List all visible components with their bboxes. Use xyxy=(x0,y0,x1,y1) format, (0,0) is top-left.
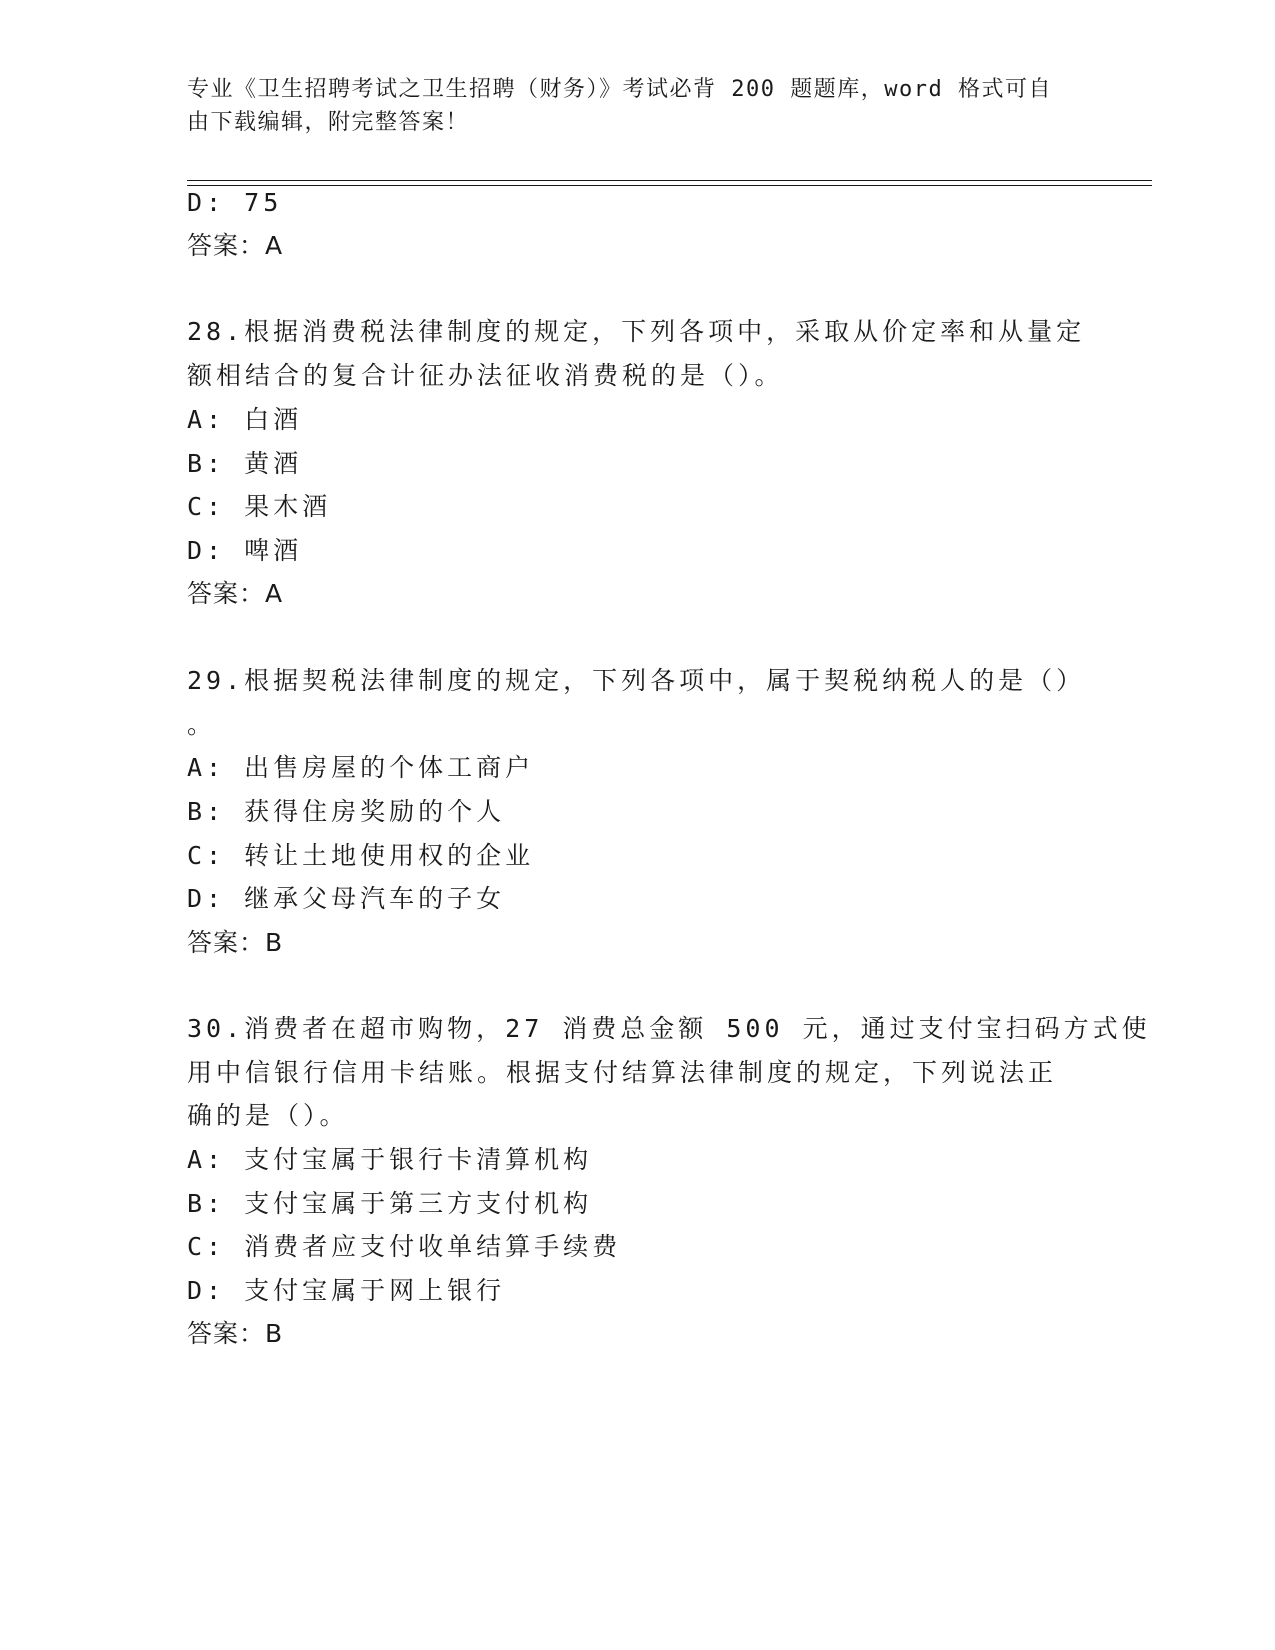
q30-answer: 答案：B xyxy=(187,1319,284,1348)
q29-answer: 答案：B xyxy=(187,928,284,957)
header-line-2: 由下载编辑，附完整答案！ xyxy=(187,110,470,135)
header-divider-top xyxy=(187,180,1152,181)
q29-option-a: A: 出售房屋的个体工商户 xyxy=(187,753,535,782)
document-header xyxy=(187,73,1067,139)
q30-stem-line-1: 30.消费者在超市购物，27 消费总金额 500 元，通过支付宝扫码方式使 xyxy=(187,1014,1151,1043)
header-divider-bottom xyxy=(187,185,1152,186)
q29-option-d: D: 继承父母汽车的子女 xyxy=(187,884,506,913)
q29-option-b: B: 获得住房奖励的个人 xyxy=(187,797,506,826)
q29-option-c: C: 转让土地使用权的企业 xyxy=(187,841,535,870)
q30-option-b: B: 支付宝属于第三方支付机构 xyxy=(187,1189,593,1218)
prev-answer: 答案：A xyxy=(187,231,284,260)
q30-stem-line-3: 确的是（）。 xyxy=(187,1101,349,1130)
q29-stem-line-1: 29.根据契税法律制度的规定，下列各项中，属于契税纳税人的是（） xyxy=(187,666,1086,695)
q30-stem-line-2: 用中信银行信用卡结账。根据支付结算法律制度的规定，下列说法正 xyxy=(187,1058,1058,1087)
q28-option-d: D: 啤酒 xyxy=(187,536,303,565)
q30-option-d: D: 支付宝属于网上银行 xyxy=(187,1276,506,1305)
q28-option-b: B: 黄酒 xyxy=(187,449,303,478)
header-line-1: 专业《卫生招聘考试之卫生招聘（财务）》考试必背 200 题题库，word 格式可自 xyxy=(187,77,1052,102)
prev-option-d: D: 75 xyxy=(187,188,283,217)
q28-option-a: A: 白酒 xyxy=(187,405,303,434)
q28-stem-line-2: 额相结合的复合计征办法征收消费税的是（）。 xyxy=(187,361,784,390)
q29-stem-line-2: 。 xyxy=(187,710,217,739)
q28-option-c: C: 果木酒 xyxy=(187,492,332,521)
q30-option-c: C: 消费者应支付收单结算手续费 xyxy=(187,1232,622,1261)
q28-stem-line-1: 28.根据消费税法律制度的规定，下列各项中，采取从价定率和从量定 xyxy=(187,317,1086,346)
q28-answer: 答案：A xyxy=(187,579,284,608)
q30-option-a: A: 支付宝属于银行卡清算机构 xyxy=(187,1145,593,1174)
